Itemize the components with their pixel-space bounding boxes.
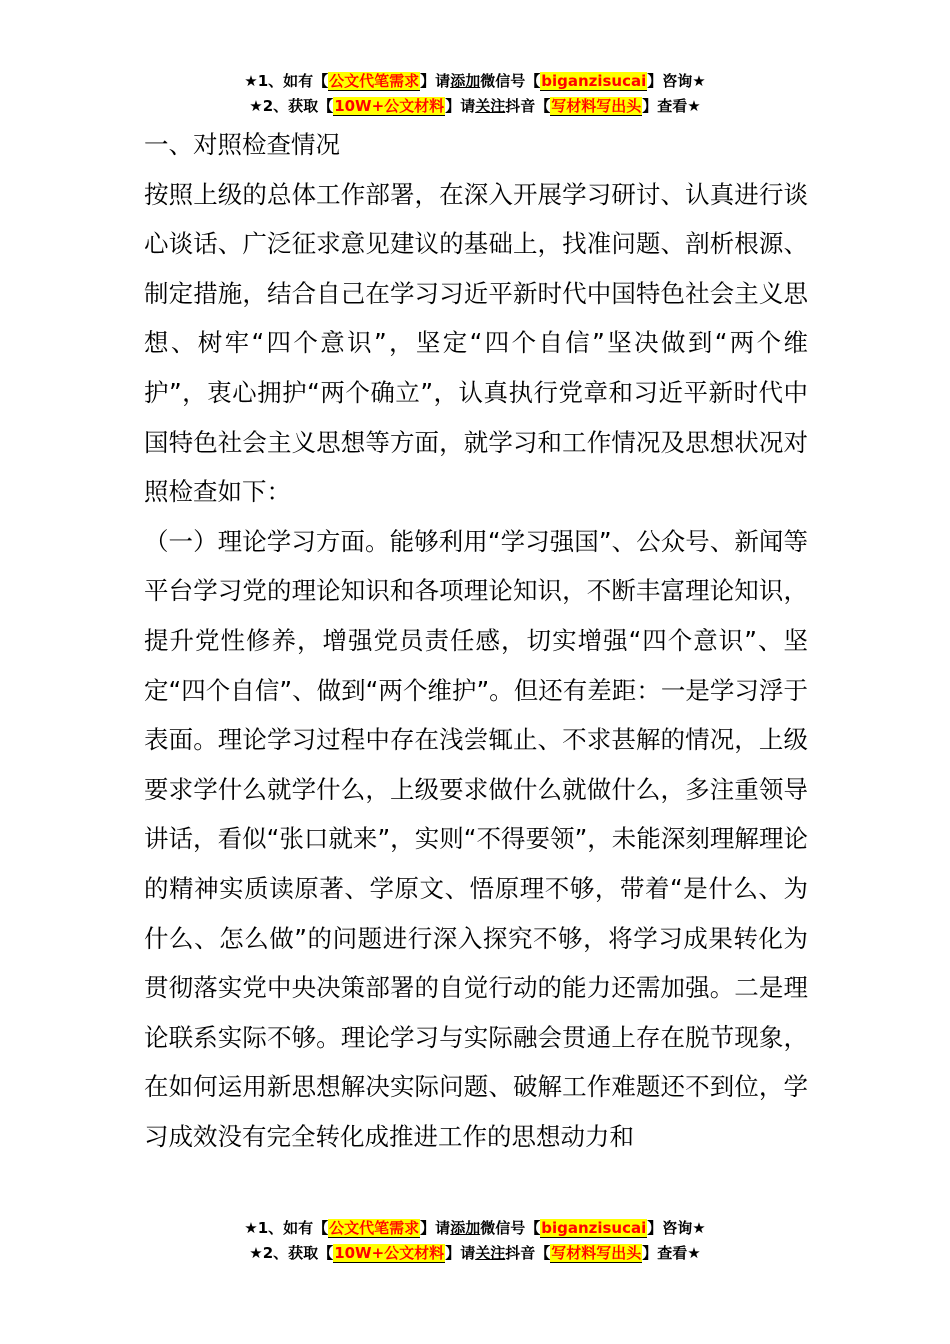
section-heading: 一、对照检查情况 [144, 130, 340, 159]
highlight-service: 公文代笔需求 [329, 72, 420, 90]
highlight-wechat-id: biganzisucai [541, 72, 647, 90]
highlight-wechat-id: biganzisucai [541, 1219, 647, 1237]
paragraph-theory-study: （一）理论学习方面。能够利用“学习强国”、公众号、新闻等平台学习党的理论知识和各项理论知识，不断丰富理论知识，提升党性修养，增强党员责任感，切实增强“四个意识”、坚定“四个自信”、做到“两个维护”。但还有差距：一是学习浮于表面。理论学习过程中存在浅尝辄止、不求甚解的情况，上级要求学什么就学什么，上级要求做什么就做什么，多注重领导讲话，看似“张口就来”，实则“不得要领”，未能深刻理解理论的精神实质读原著、学原文、悟原理不够，带着“是什么、为什么、怎么做”的问题进行深入探究不够，将学习成果转化为贯彻落实党中央决策部署的自觉行动的能力还需加强。二是理论联系实际不够。理论学习与实际融会贯通上存在脱节现象，在如何运用新思想解决实际问题、破解工作难题还不到位，学习成效没有完全转化成推进工作的思想动力和 [144, 526, 808, 1151]
promo-line-2: ★2、获取【10W+公文材料】请关注抖音【写材料写出头】查看★ [249, 97, 701, 115]
promo-line-1: ★1、如有【公文代笔需求】请添加微信号【biganzisucai】咨询★ [244, 72, 706, 90]
highlight-materials: 10W+公文材料 [334, 1244, 445, 1262]
promo-line-2: ★2、获取【10W+公文材料】请关注抖音【写材料写出头】查看★ [249, 1244, 701, 1262]
header-promo-banner [0, 69, 950, 119]
footer-promo-banner [0, 1216, 950, 1266]
document-body [144, 120, 808, 1161]
highlight-douyin-account: 写材料写出头 [551, 97, 642, 115]
promo-line-1: ★1、如有【公文代笔需求】请添加微信号【biganzisucai】咨询★ [244, 1219, 706, 1237]
highlight-service: 公文代笔需求 [329, 1219, 420, 1237]
highlight-douyin-account: 写材料写出头 [551, 1244, 642, 1262]
paragraph-intro: 按照上级的总体工作部署，在深入开展学习研讨、认真进行谈心谈话、广泛征求意见建议的基础上，找准问题、剖析根源、制定措施，结合自己在学习习近平新时代中国特色社会主义思想、树牢“四个意识”，坚定“四个自信”坚决做到“两个维护”，衷心拥护“两个确立”，认真执行党章和习近平新时代中国特色社会主义思想等方面，就学习和工作情况及思想状况对照检查如下： [144, 179, 808, 507]
highlight-materials: 10W+公文材料 [334, 97, 445, 115]
